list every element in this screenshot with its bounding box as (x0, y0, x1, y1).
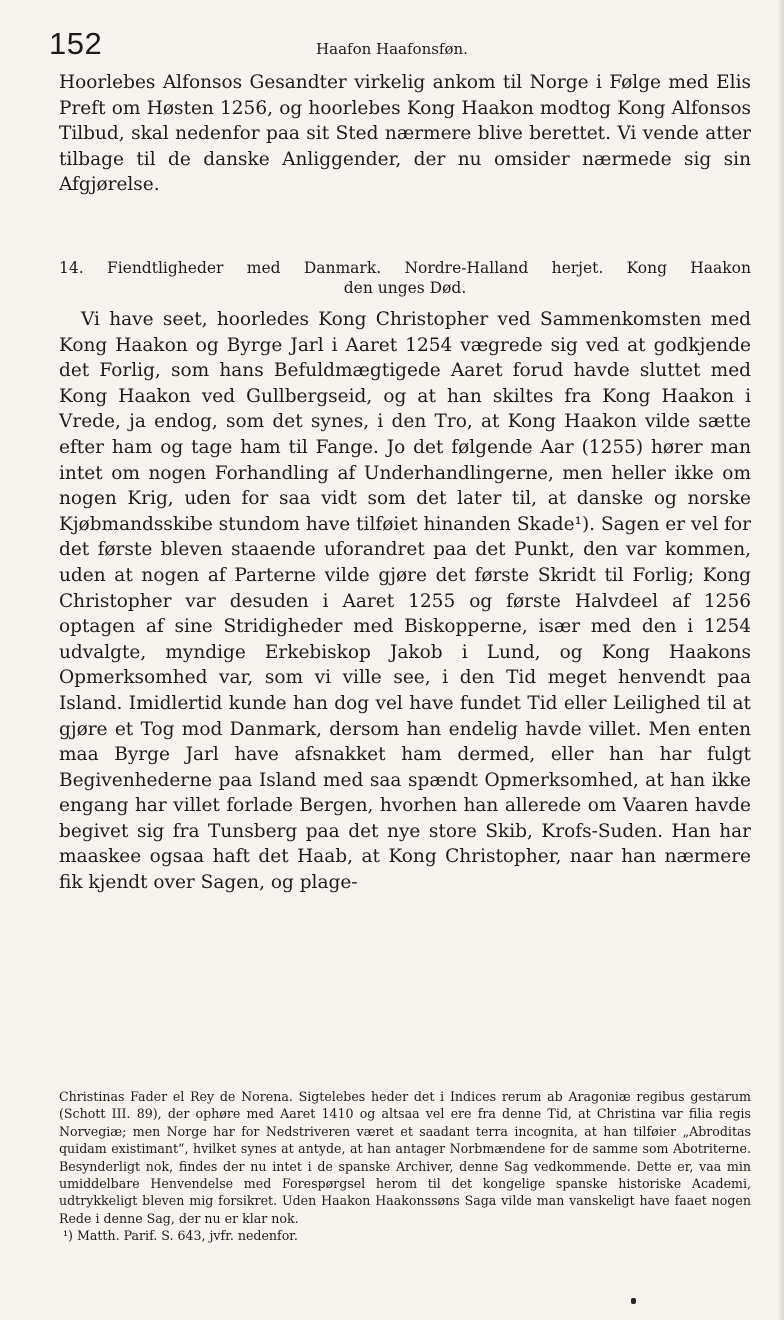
main-paragraph: Vi have seet, hoorledes Kong Christopher ved Sammenkomsten med Kong Haakon og Byrge Jarl i Aaret 1254 vægrede sig ved at godkjende det Forlig, som hans Befuldmægtigede Aaret forud havde sluttet med Kong Haakon ved Gullbergseid, og at han skiltes fra Kong Haakon i Vrede, ja endog, som det synes, i den Tro, at Kong Haakon vilde sætte efter ham og tage ham til Fange. Jo det følgende Aar (1255) hører man intet om nogen Forhandling af Underhandlingerne, men heller ikke om nogen Krig, uden for saa vidt som det later til, at danske og norske Kjøbmandsskibe stundom have tilføiet hinanden Skade¹). Sagen er vel for det første bleven staaende uforandret paa det Punkt, den var kommen, uden at nogen af Parterne vilde gjøre det første Skridt til Forlig; Kong Christopher var desuden i Aaret 1255 og første Halvdeel af 1256 optagen af sine Stridigheder med Biskopperne, især med den i 1254 udvalgte, myndige Erkebiskop Jakob i Lund, og Kong Haakons Opmerksomhed var, som vi ville see, i den Tid meget henvendt paa Island. Imidlertid kunde han dog vel have fundet Tid eller Leilighed til at gjøre et Tog mod Danmark, dersom han endelig havde villet. Men enten maa Byrge Jarl have afsnakket ham dermed, eller han har fulgt Begivenhederne paa Island med saa spændt Opmerksomhed, at han ikke engang har villet forlade Bergen, hvorhen han allerede om Vaaren havde begivet sig fra Tunsberg paa det nye store Skib, Krofs-Suden. Han har maaskee ogsaa haft det Haab, at Kong Christopher, naar han nærmere fik kjendt over Sagen, og plage- (59, 309, 751, 894)
section-heading-line-1: 14. Fiendtligheder med Danmark. Nordre-Halland herjet. Kong Haakon (59, 259, 751, 277)
footnote-1: ¹) Matth. Parif. S. 643, jvfr. nedenfor. (63, 1228, 298, 1244)
intro-paragraph: Hoorlebes Alfonsos Gesandter virkelig ankom til Norge i Følge med Elis Preft om Høsten 1256, og hoorlebes Kong Haakon modtog Kong Alfonsos Tilbud, skal nedenfor paa sit Sted nærmere blive berettet. Vi vende atter tilbage til de danske Anliggender, der nu omsider nærmede sig sin Afgjørelse. (59, 72, 751, 196)
page-edge (777, 0, 784, 1320)
section-heading-line-2: den unges Død. (343, 279, 467, 297)
footnote-continuation: Christinas Fader el Rey de Norena. Sigtelebes heder det i Indices rerum ab Aragoniæ regibus gestarum (Schott III. 89), der ophøre med Aaret 1410 og altsaa vel ere fra denne Tid, at Christina var filia regis Norvegiæ; men Norge har for Nedstriveren været et saadant terra incognita, at han tilføier „Abroditas quidam existimant“, hvilket synes at antyde, at han antager Norbmændene for de samme som Abotriterne. Besynderligt nok, findes der nu intet i de spanske Archiver, denne Sag vedkommende. Dette er, vaa min umiddelbare Henvendelse med Forespørgsel herom til det kongelige spanske historiske Academi, udtrykkeligt bleven mig forsikret. Uden Haakon Haakonssøns Saga vilde man vanskeligt have faaet nogen Rede i denne Sag, der nu er klar nok. (59, 1089, 751, 1226)
page-number: 152 (49, 26, 103, 61)
footnotes (59, 1088, 751, 1245)
main-text-block (59, 307, 751, 896)
running-head: Haafon Haafonsføn. (316, 40, 468, 58)
section-heading (59, 258, 751, 298)
ink-speck (631, 1298, 636, 1304)
intro-text-block (59, 70, 751, 198)
